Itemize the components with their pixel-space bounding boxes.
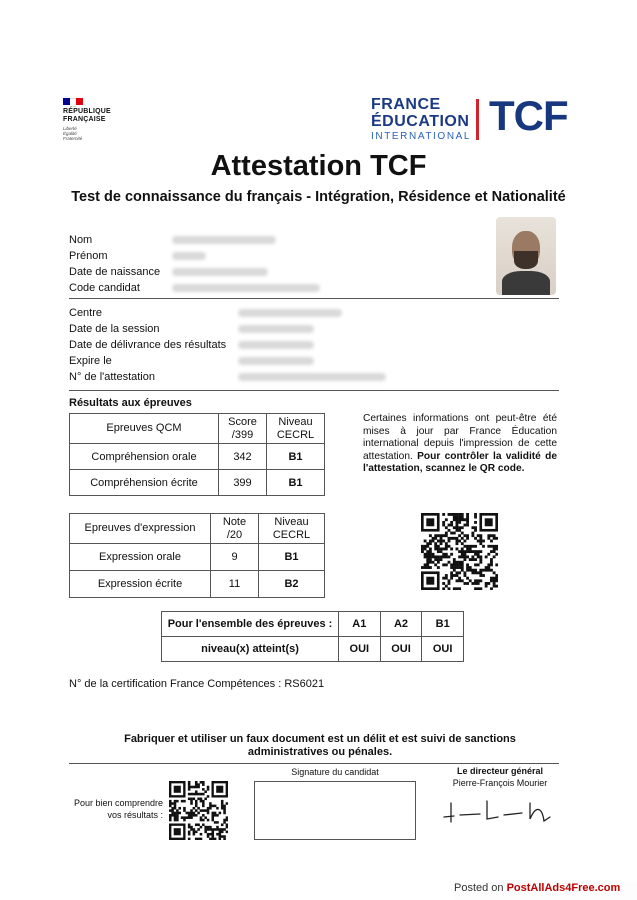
label-code-candidat: Code candidat [69, 282, 140, 294]
fei-line-1: FRANCE [371, 96, 441, 113]
table-row [70, 571, 325, 598]
redacted-nom [172, 236, 276, 244]
republique-line: RÉPUBLIQUE [63, 108, 111, 115]
row-label: Expression orale [70, 544, 211, 571]
identity-labels [69, 232, 160, 296]
qcm-header-niveau: Niveau CECRL [267, 414, 325, 444]
footer-site-link[interactable]: PostAllAds4Free.com [506, 882, 621, 894]
session-labels [69, 305, 226, 385]
motto-egalite: Égalité [63, 131, 77, 136]
fraud-warning [80, 733, 560, 759]
row-note: 11 [211, 571, 259, 598]
results-guide-qr-code[interactable] [169, 781, 228, 840]
label-numero-attestation: N° de l'attestation [69, 371, 155, 383]
bien-comprendre-line-2: vos résultats : [107, 810, 163, 820]
expression-results-table [69, 513, 325, 598]
candidate-signature-box [254, 781, 416, 840]
posted-on-footer [454, 882, 637, 900]
francaise-line: FRANÇAISE [63, 116, 106, 123]
document-title: Attestation TCF [210, 150, 427, 182]
qcm-header-epreuves: Epreuves QCM [70, 414, 219, 444]
value-a2: OUI [380, 637, 422, 662]
bien-comprendre-text [60, 797, 163, 821]
candidate-signature-label: Signature du candidat [291, 767, 379, 777]
document-subtitle: Test de connaissance du français - Intégration, Résidence et Nationalité [71, 189, 566, 205]
expr-header-epreuves: Epreuves d'expression [70, 514, 211, 544]
level-a1: A1 [339, 612, 381, 637]
french-flag-icon [63, 98, 83, 105]
bien-comprendre-line-1: Pour bien comprendre [73, 798, 163, 808]
verification-qr-code[interactable] [421, 513, 498, 590]
redacted-code-candidat [172, 284, 320, 292]
redacted-date-naissance [172, 268, 268, 276]
row-score: 399 [219, 470, 267, 496]
redacted-centre [238, 309, 342, 317]
niveau-atteint-label: niveau(x) atteint(s) [162, 637, 339, 662]
logo-divider [476, 99, 479, 140]
label-prenom: Prénom [69, 250, 108, 262]
warning-line-1: Fabriquer et utiliser un faux document est un délit et est suivi de sanctions [124, 733, 516, 745]
row-label: Compréhension écrite [70, 470, 219, 496]
signature-divider [69, 763, 559, 764]
level-a2: A2 [380, 612, 422, 637]
tcf-logo: TCF [489, 92, 568, 139]
redacted-date-delivrance [238, 341, 314, 349]
republique-francaise-logo [63, 108, 111, 124]
france-education-international-logo [371, 96, 471, 144]
table-row [70, 444, 325, 470]
info-text: Certaines informations ont peut-être été mises à jour par France Éducation international depuis l'impression de cette attestation. [363, 413, 557, 462]
table-row [70, 544, 325, 571]
label-date-naissance: Date de naissance [69, 266, 161, 278]
motto-fraternite: Fraternité [63, 136, 83, 141]
row-level: B1 [267, 470, 325, 496]
label-expire: Expire le [69, 355, 112, 367]
value-a1: OUI [339, 637, 381, 662]
info-bold-text: Pour contrôler la validité de l'attestation, scannez le QR code. [363, 450, 557, 474]
candidate-photo [496, 217, 556, 295]
label-date-session: Date de la session [69, 323, 160, 335]
label-date-delivrance: Date de délivrance des résultats [69, 339, 227, 351]
row-score: 342 [219, 444, 267, 470]
director-name: Pierre-François Mourier [452, 778, 548, 788]
label-centre: Centre [69, 307, 103, 319]
row-label: Expression écrite [70, 571, 211, 598]
fei-line-2: ÉDUCATION [371, 113, 470, 130]
table-row [70, 470, 325, 496]
qcm-header-score: Score /399 [219, 414, 267, 444]
row-note: 9 [211, 544, 259, 571]
motto-liberte: Liberté [63, 126, 77, 131]
expr-header-niveau: Niveau CECRL [259, 514, 325, 544]
row-level: B2 [259, 571, 325, 598]
fei-line-3: INTERNATIONAL [371, 131, 472, 142]
overall-label: Pour l'ensemble des épreuves : [162, 612, 339, 637]
qcm-results-table [69, 413, 325, 496]
expr-header-note: Note /20 [211, 514, 259, 544]
row-level: B1 [267, 444, 325, 470]
warning-line-2: administratives ou pénales. [247, 746, 393, 758]
divider-2 [69, 390, 559, 391]
label-nom: Nom [69, 234, 93, 246]
overall-levels-table [161, 611, 464, 662]
republique-motto [63, 126, 82, 141]
redacted-expire [238, 357, 314, 365]
validity-info [363, 413, 557, 476]
redacted-numero-attestation [238, 373, 386, 381]
certification-number: N° de la certification France Compétences : RS6021 [69, 678, 325, 690]
director-signature [440, 795, 555, 825]
director-title: Le directeur général [456, 766, 544, 776]
divider-1 [69, 298, 559, 299]
redacted-prenom [172, 252, 206, 260]
row-level: B1 [259, 544, 325, 571]
level-b1: B1 [422, 612, 464, 637]
redacted-date-session [238, 325, 314, 333]
results-heading: Résultats aux épreuves [69, 397, 192, 409]
footer-prefix: Posted on [454, 882, 507, 894]
row-label: Compréhension orale [70, 444, 219, 470]
value-b1: OUI [422, 637, 464, 662]
